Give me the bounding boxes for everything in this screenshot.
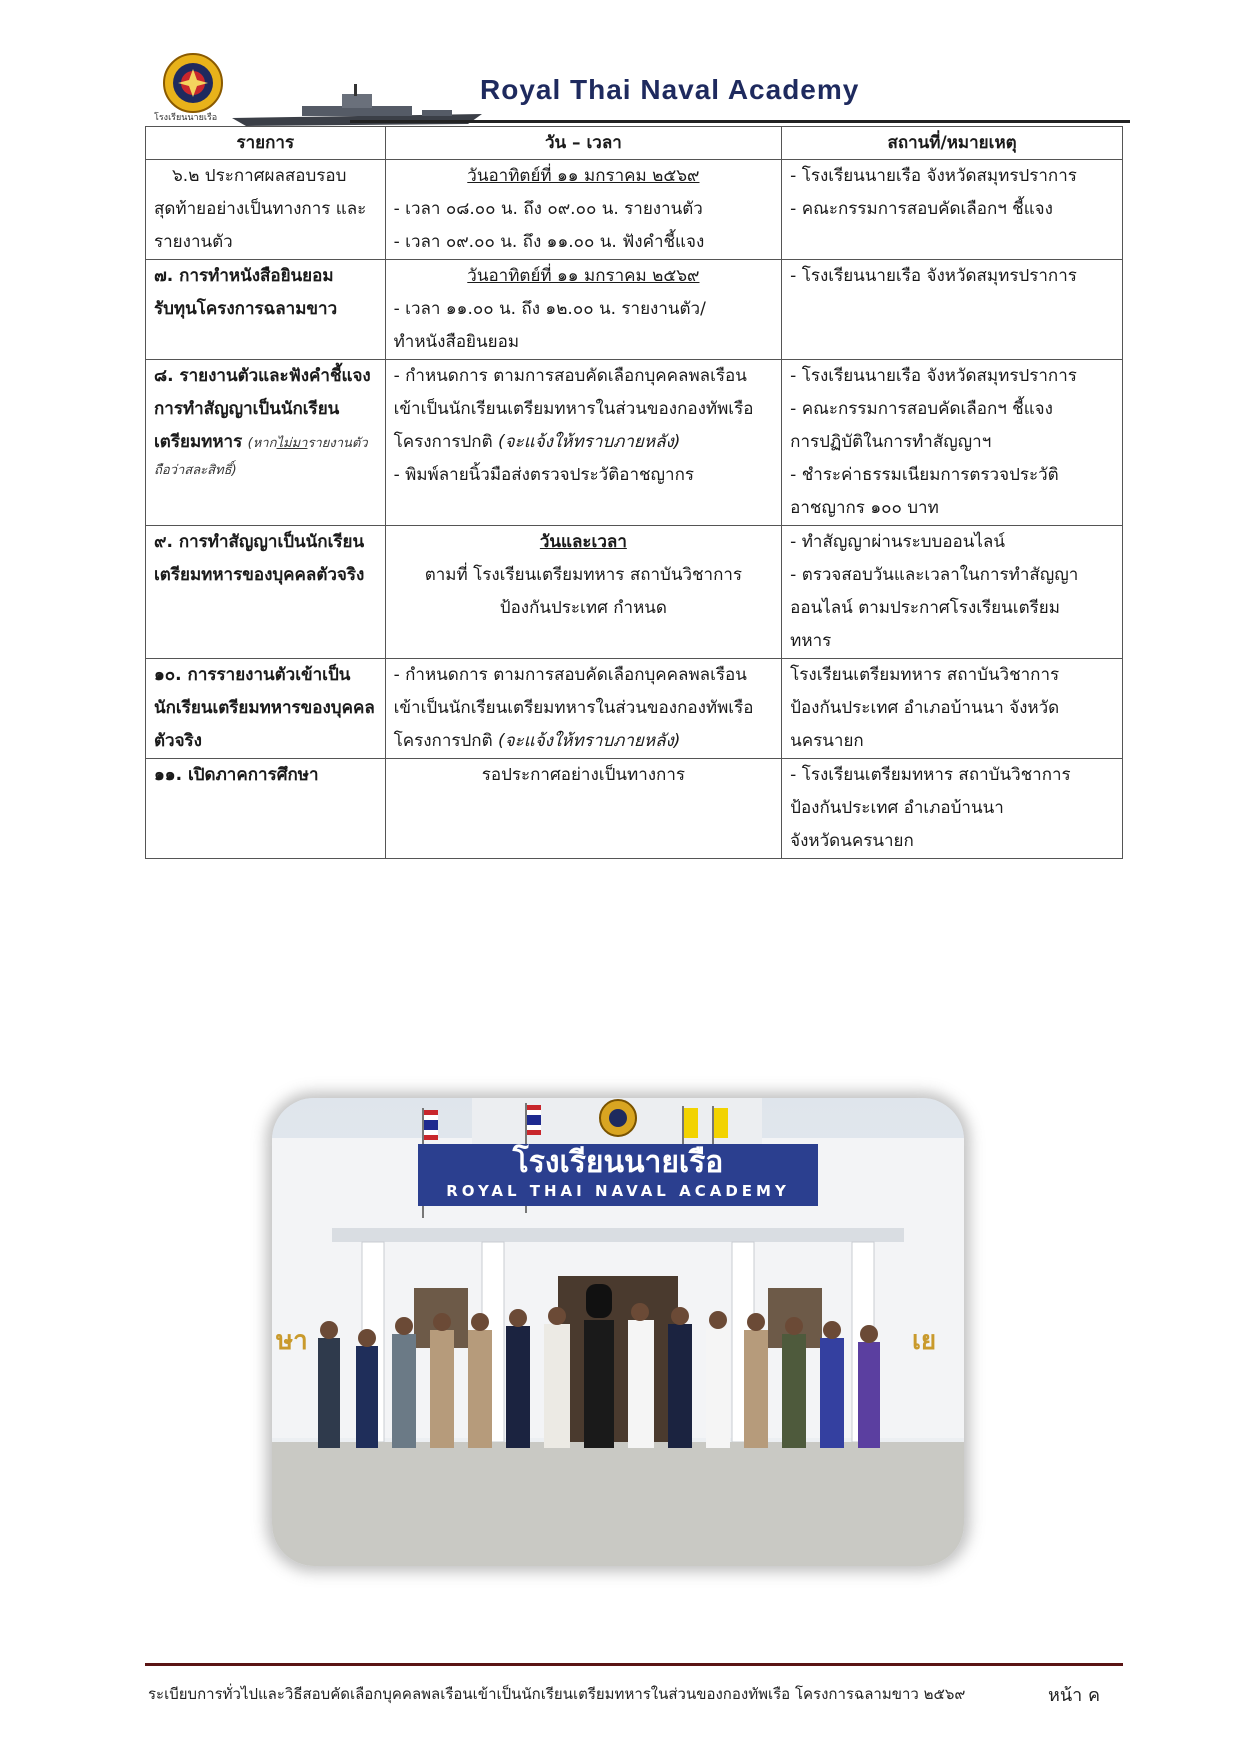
date-cell: - กำหนดการ ตามการสอบคัดเลือกบุคคลพลเรือน เข้าเป็นนักเรียนเตรียมทหารในส่วนของกองทัพเรือ โครงการปกติ (จะแจ้งให้ทราบภายหลัง) - พิมพ์ลายนิ้วมือส่งตรวจประวัติอาชญากร <box>385 360 782 526</box>
place-cell: - โรงเรียนนายเรือ จังหวัดสมุทรปราการ - คณะกรรมการสอบคัดเลือกฯ ชี้แจง <box>782 160 1123 260</box>
place-cell: - ทำสัญญาผ่านระบบออนไลน์ - ตรวจสอบวันและเวลาในการทำสัญญา ออนไลน์ ตามประกาศโรงเรียนเตรียม ทหาร <box>782 526 1123 659</box>
item-cell: ๑๑. เปิดภาคการศึกษา <box>146 759 386 859</box>
column-header-place-note: สถานที่/หมายเหตุ <box>782 127 1123 160</box>
date-cell: วันอาทิตย์ที่ ๑๑ มกราคม ๒๕๖๙ - เวลา ๑๑.๐๐ น. ถึง ๑๒.๐๐ น. รายงานตัว/ ทำหนังสือยินยอม <box>385 260 782 360</box>
table-row <box>146 659 1123 759</box>
place-cell: - โรงเรียนนายเรือ จังหวัดสมุทรปราการ <box>782 260 1123 360</box>
table-row <box>146 759 1123 859</box>
item-cell: ๑๐. การรายงานตัวเข้าเป็น นักเรียนเตรียมทหารของบุคคล ตัวจริง <box>146 659 386 759</box>
table-row <box>146 360 1123 526</box>
table-row <box>146 526 1123 659</box>
page-header <box>140 44 1130 126</box>
item-cell: ๗. การทำหนังสือยินยอม รับทุนโครงการฉลามขาว <box>146 260 386 360</box>
item-cell: ๖.๒ ประกาศผลสอบรอบ สุดท้ายอย่างเป็นทางการ และ รายงานตัว <box>146 160 386 260</box>
table-row <box>146 260 1123 360</box>
date-cell: วันและเวลา ตามที่ โรงเรียนเตรียมทหาร สถาบันวิชาการ ป้องกันประเทศ กำหนด <box>385 526 782 659</box>
wall-lettering-left: ษา <box>276 1326 308 1356</box>
date-cell: รอประกาศอย่างเป็นทางการ <box>385 759 782 859</box>
schedule-table <box>145 126 1123 859</box>
page-number: หน้า ค <box>1048 1685 1101 1706</box>
header-title: Royal Thai Naval Academy <box>480 74 860 105</box>
wall-lettering-right: เย <box>912 1326 937 1356</box>
academy-emblem-icon <box>162 52 224 114</box>
sign-thai-text: โรงเรียนนายเรือ <box>512 1145 724 1180</box>
date-cell: วันอาทิตย์ที่ ๑๑ มกราคม ๒๕๖๙ - เวลา ๐๘.๐๐ น. ถึง ๐๙.๐๐ น. รายงานตัว - เวลา ๐๙.๐๐ น. ถึง ๑๑.๐๐ น. ฟังคำชี้แจง <box>385 160 782 260</box>
column-header-item: รายการ <box>146 127 386 160</box>
place-cell: โรงเรียนเตรียมทหาร สถาบันวิชาการ ป้องกันประเทศ อำเภอบ้านนา จังหวัด นครนายก <box>782 659 1123 759</box>
logo-caption: โรงเรียนนายเรือ <box>154 113 218 123</box>
date-cell: - กำหนดการ ตามการสอบคัดเลือกบุคคลพลเรือน เข้าเป็นนักเรียนเตรียมทหารในส่วนของกองทัพเรือ โครงการปกติ (จะแจ้งให้ทราบภายหลัง) <box>385 659 782 759</box>
footer-text: ระเบียบการทั่วไปและวิธีสอบคัดเลือกบุคคลพลเรือนเข้าเป็นนักเรียนเตรียมทหารในส่วนของกองทัพเรือ โครงการฉลามขาว ๒๕๖๙ <box>148 1685 966 1703</box>
table-header-row <box>146 127 1123 160</box>
place-cell: - โรงเรียนเตรียมทหาร สถาบันวิชาการ ป้องกันประเทศ อำเภอบ้านนา จังหวัดนครนายก <box>782 759 1123 859</box>
sign-english-text: ROYAL THAI NAVAL ACADEMY <box>446 1182 790 1200</box>
column-header-date-time: วัน – เวลา <box>385 127 782 160</box>
item-cell: ๘. รายงานตัวและฟังคำชี้แจง การทำสัญญาเป็นนักเรียน เตรียมทหาร (หากไม่มารายงานตัว ถือว่าสละสิทธิ์) <box>146 360 386 526</box>
place-cell: - โรงเรียนนายเรือ จังหวัดสมุทรปราการ - คณะกรรมการสอบคัดเลือกฯ ชี้แจง การปฏิบัติในการทำสัญญาฯ - ชำระค่าธรรมเนียมการตรวจประวัติ อาชญากร ๑๐๐ บาท <box>782 360 1123 526</box>
table-row <box>146 160 1123 260</box>
header-divider <box>350 120 1130 123</box>
item-cell: ๙. การทำสัญญาเป็นนักเรียน เตรียมทหารของบุคคลตัวจริง <box>146 526 386 659</box>
footer-divider <box>145 1663 1123 1666</box>
academy-group-photo <box>272 1098 964 1566</box>
